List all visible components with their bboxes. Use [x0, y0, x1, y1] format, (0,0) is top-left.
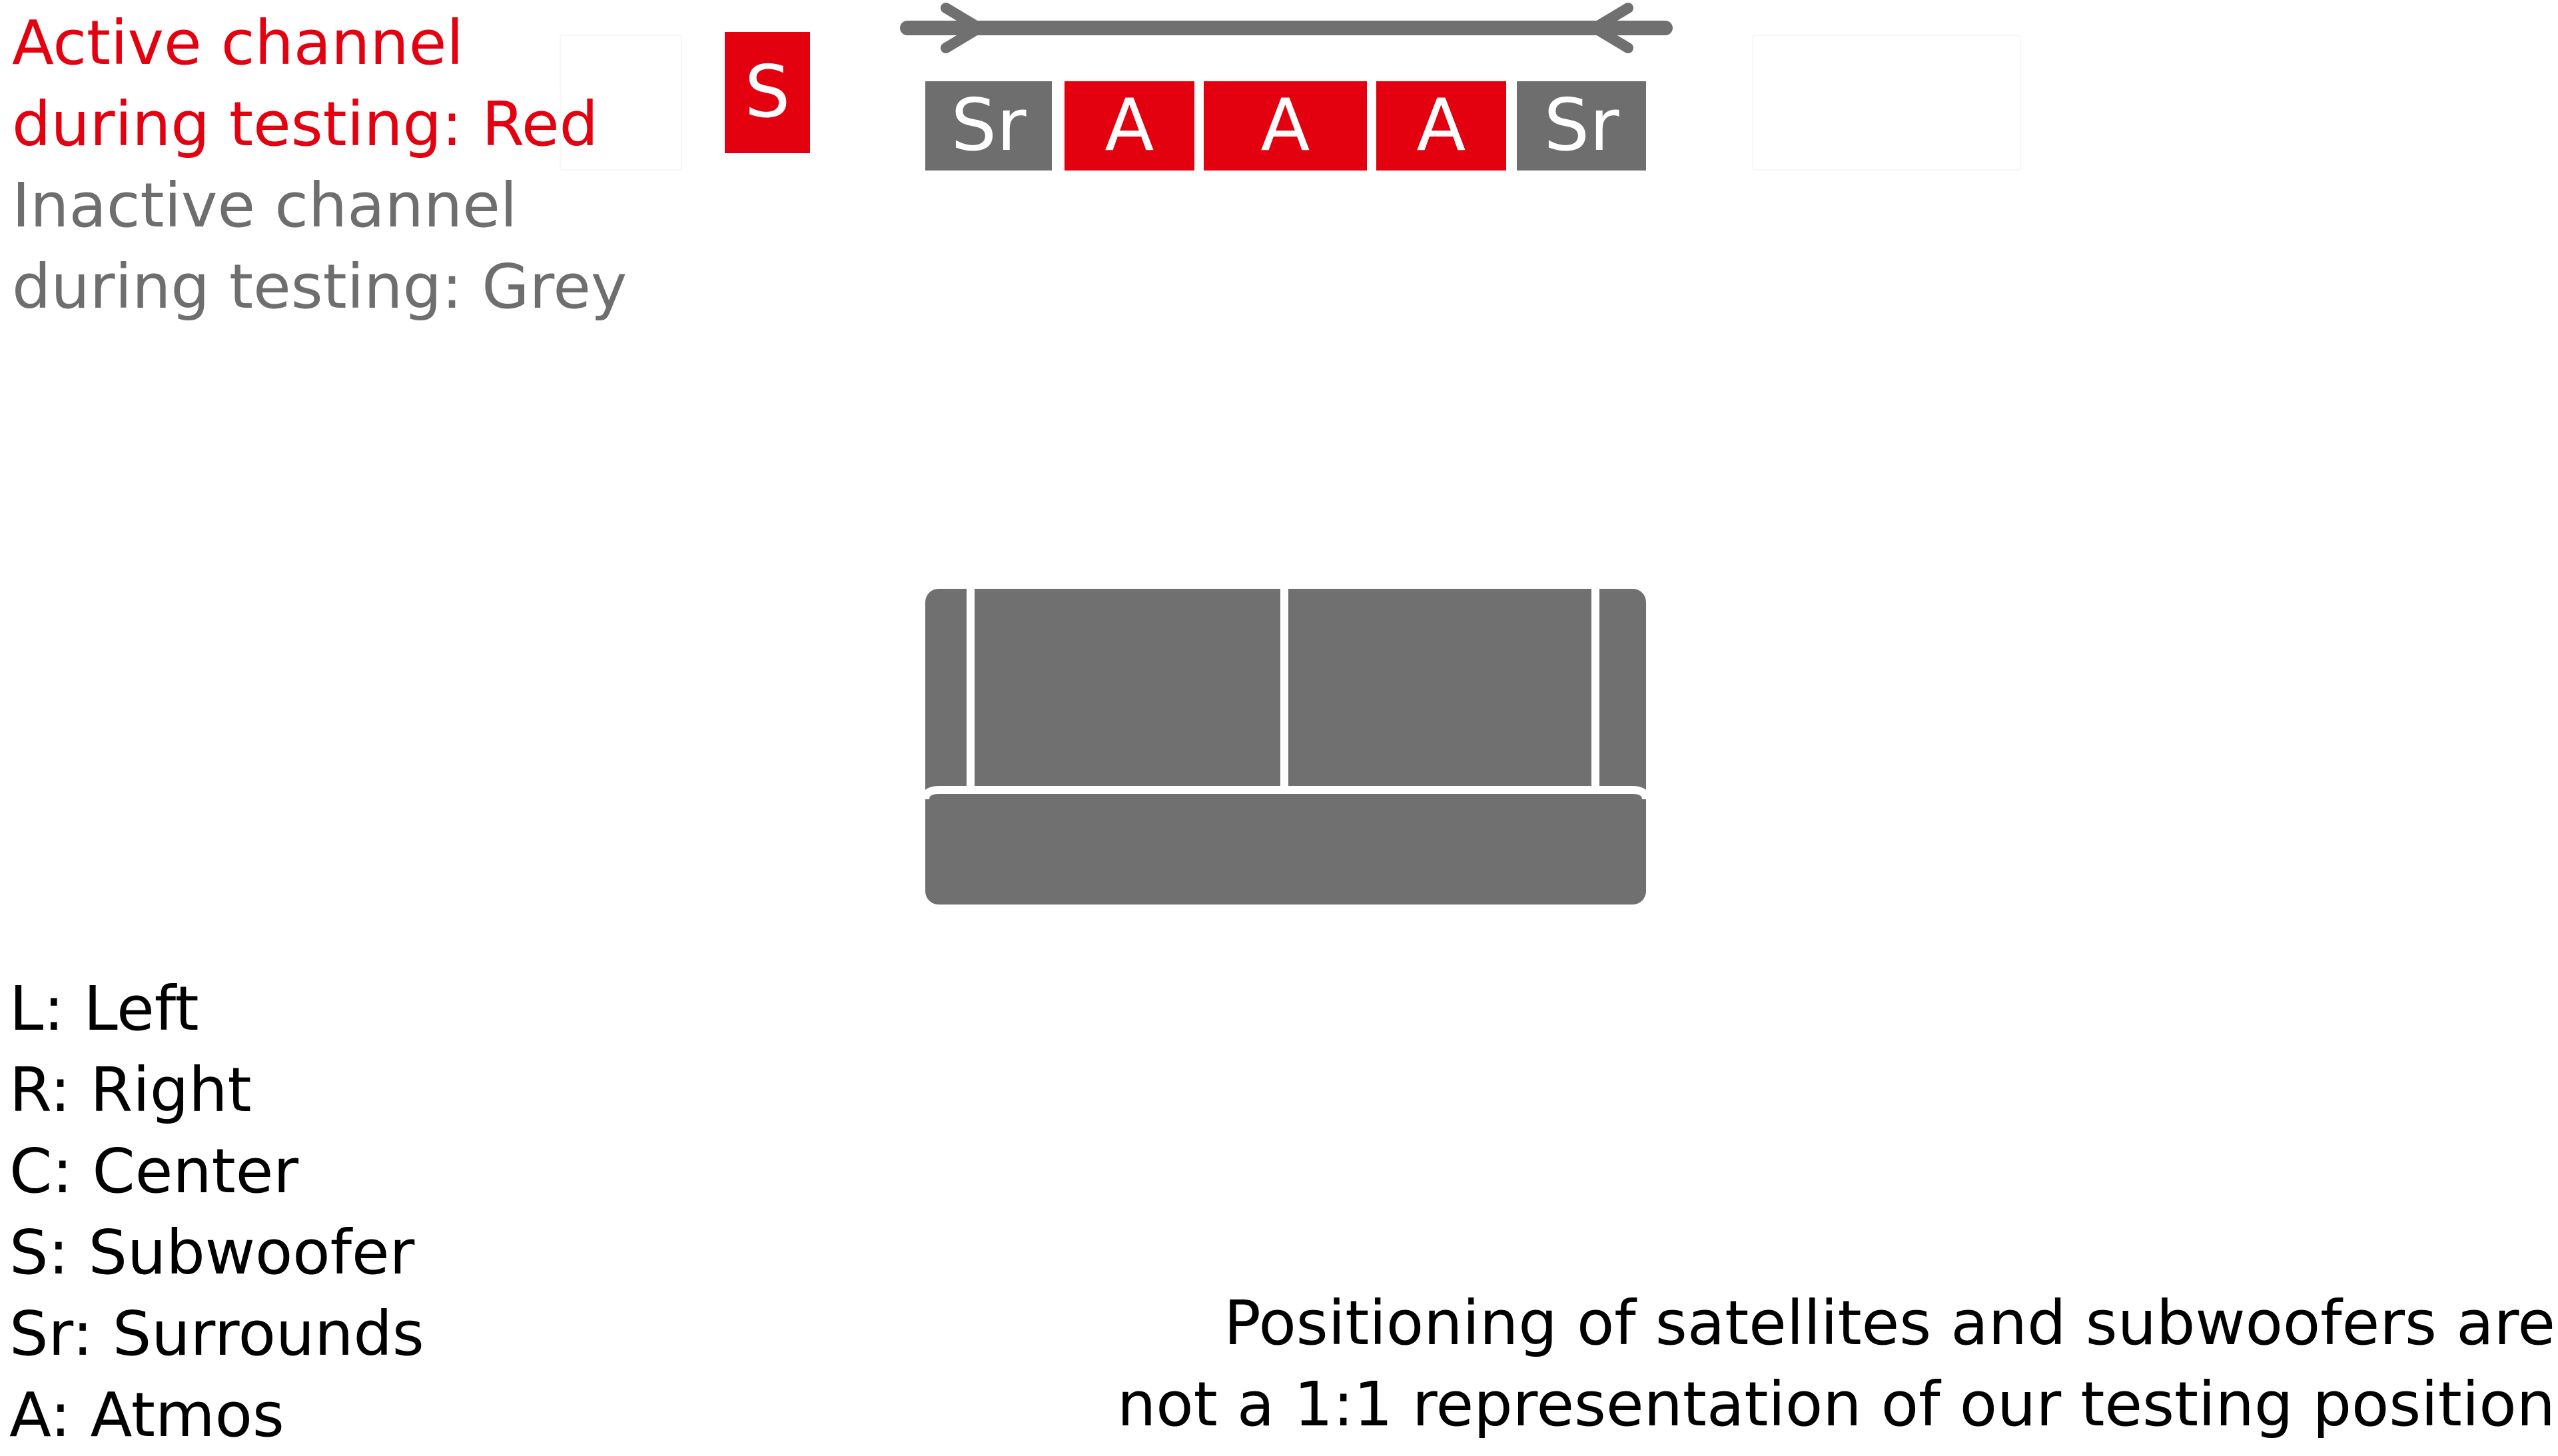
- abbreviation-left: L: Left: [9, 973, 199, 1044]
- disclaimer-line-1: Positioning of satellites and subwoofers are: [1224, 1287, 2555, 1359]
- inactive-legend-line-1: Inactive channel: [12, 170, 518, 241]
- atmos-speaker-1: [1065, 81, 1194, 171]
- atmos-speaker-3: [1376, 81, 1506, 171]
- speaker-label: A: [1260, 84, 1310, 167]
- disclaimer-line-2: not a 1:1 representation of our testing position: [1117, 1369, 2555, 1440]
- abbreviation-right: R: Right: [9, 1054, 252, 1126]
- couch-icon: [925, 589, 1646, 905]
- subwoofer-speaker: [725, 32, 810, 153]
- abbreviation-legend: [9, 968, 424, 1456]
- abbreviation-subwoofer: S: Subwoofer: [9, 1217, 415, 1288]
- abbreviation-atmos: A: Atmos: [9, 1379, 284, 1451]
- disclaimer-note: [1117, 1283, 2555, 1445]
- speaker-label: Sr: [951, 84, 1027, 167]
- speaker-label: A: [1104, 84, 1154, 167]
- subwoofer-label: S: [744, 51, 791, 134]
- abbreviation-surrounds: Sr: Surrounds: [9, 1298, 424, 1369]
- abbreviation-center: C: Center: [9, 1136, 299, 1207]
- active-legend-line-2: during testing: Red: [12, 89, 599, 160]
- active-legend-line-1: Active channel: [12, 7, 464, 79]
- inactive-legend-line-2: during testing: Grey: [12, 251, 628, 322]
- double-headed-arrow-icon: [907, 8, 1665, 48]
- surround-right-speaker: [1517, 81, 1646, 171]
- speaker-label: Sr: [1543, 84, 1619, 167]
- atmos-speaker-2: [1204, 81, 1367, 171]
- speaker-label: A: [1416, 84, 1466, 167]
- surround-left-speaker: [925, 81, 1052, 171]
